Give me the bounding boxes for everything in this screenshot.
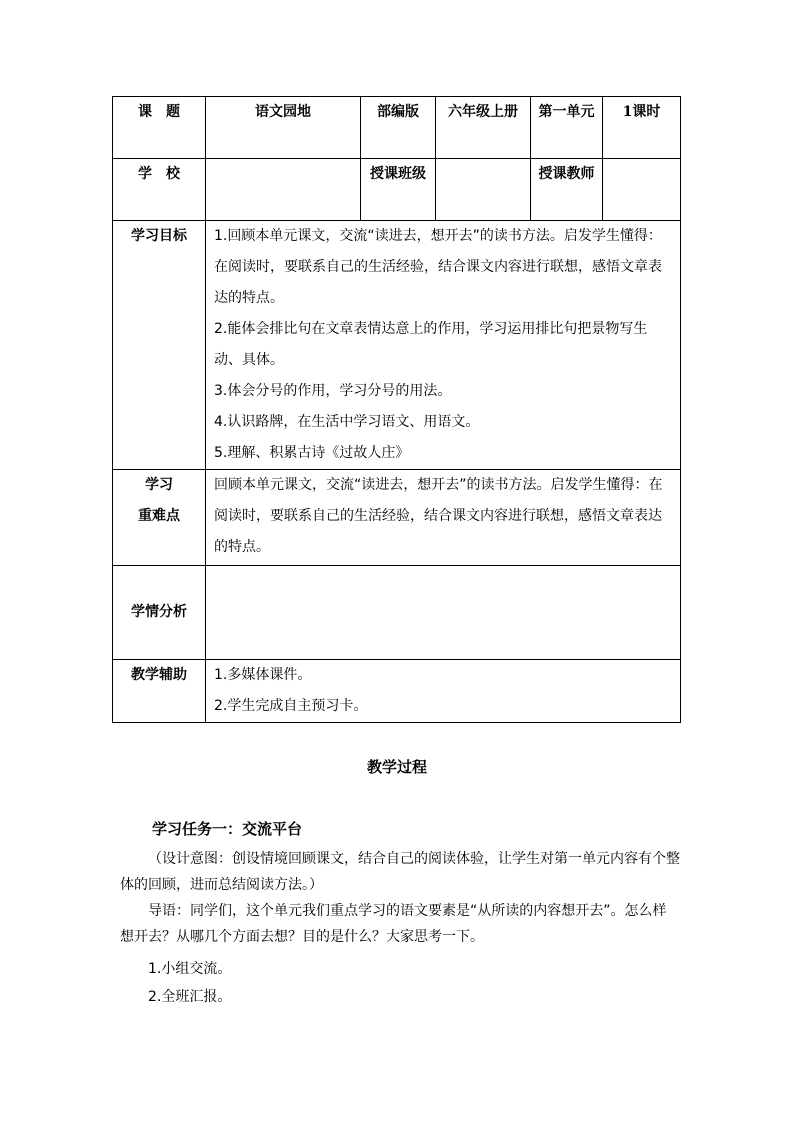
subject-label: 课 题 bbox=[113, 97, 206, 159]
design-intent: （设计意图：创设情境回顾课文，结合自己的阅读体验，让学生对第一单元内容有个整体的回顾，进而总结阅读方法。） bbox=[120, 851, 680, 893]
aid-item: 2.学生完成自主预习卡。 bbox=[214, 698, 368, 714]
task-heading: 学习任务一：交流平台 bbox=[152, 820, 303, 838]
key-points-label-line2: 重难点 bbox=[138, 508, 180, 524]
goal-item: 5.理解、积累古诗《过故人庄》 bbox=[214, 445, 410, 461]
class-value bbox=[436, 159, 531, 221]
goal-item: 4.认识路牌，在生活中学习语文、用语文。 bbox=[214, 414, 480, 430]
lesson-info-table bbox=[112, 96, 681, 723]
lesson-name: 语文园地 bbox=[206, 97, 361, 159]
aids-label: 教学辅助 bbox=[113, 660, 206, 723]
goals-content bbox=[206, 221, 681, 470]
key-points-label-line1: 学习 bbox=[145, 477, 173, 493]
analysis-value bbox=[206, 566, 681, 660]
unit: 第一单元 bbox=[531, 97, 603, 159]
step-item: 1.小组交流。 bbox=[148, 961, 232, 977]
school-label: 学 校 bbox=[113, 159, 206, 221]
intro-paragraph: 导语：同学们，这个单元我们重点学习的语文要素是“从所读的内容想开去”。怎么样想开去？从哪几个方面去想？目的是什么？大家思考一下。 bbox=[120, 903, 667, 945]
teacher-label: 授课教师 bbox=[531, 159, 603, 221]
key-points-label bbox=[113, 470, 206, 566]
goal-item: 2.能体会排比句在文章表情达意上的作用，学习运用排比句把景物写生动、具体。 bbox=[214, 321, 648, 368]
class-label: 授课班级 bbox=[361, 159, 436, 221]
class-hours: 1课时 bbox=[603, 97, 681, 159]
analysis-label: 学情分析 bbox=[113, 566, 206, 660]
step-item: 2.全班汇报。 bbox=[148, 989, 232, 1005]
grade: 六年级上册 bbox=[436, 97, 531, 159]
goal-item: 1.回顾本单元课文，交流“读进去，想开去”的读书方法。启发学生懂得：在阅读时，要联系自己的生活经验，结合课文内容进行联想，感悟文章表达的特点。 bbox=[214, 228, 662, 306]
process-title: 教学过程 bbox=[366, 758, 427, 776]
goal-item: 3.体会分号的作用，学习分号的用法。 bbox=[214, 383, 452, 399]
aids-content bbox=[206, 660, 681, 723]
edition: 部编版 bbox=[361, 97, 436, 159]
teacher-value bbox=[603, 159, 681, 221]
school-value bbox=[206, 159, 361, 221]
aid-item: 1.多媒体课件。 bbox=[214, 667, 312, 683]
key-points-text: 回顾本单元课文，交流“读进去，想开去”的读书方法。启发学生懂得：在阅读时，要联系自己的生活经验，结合课文内容进行联想，感悟文章表达的特点。 bbox=[206, 470, 681, 566]
goals-label: 学习目标 bbox=[113, 221, 206, 470]
